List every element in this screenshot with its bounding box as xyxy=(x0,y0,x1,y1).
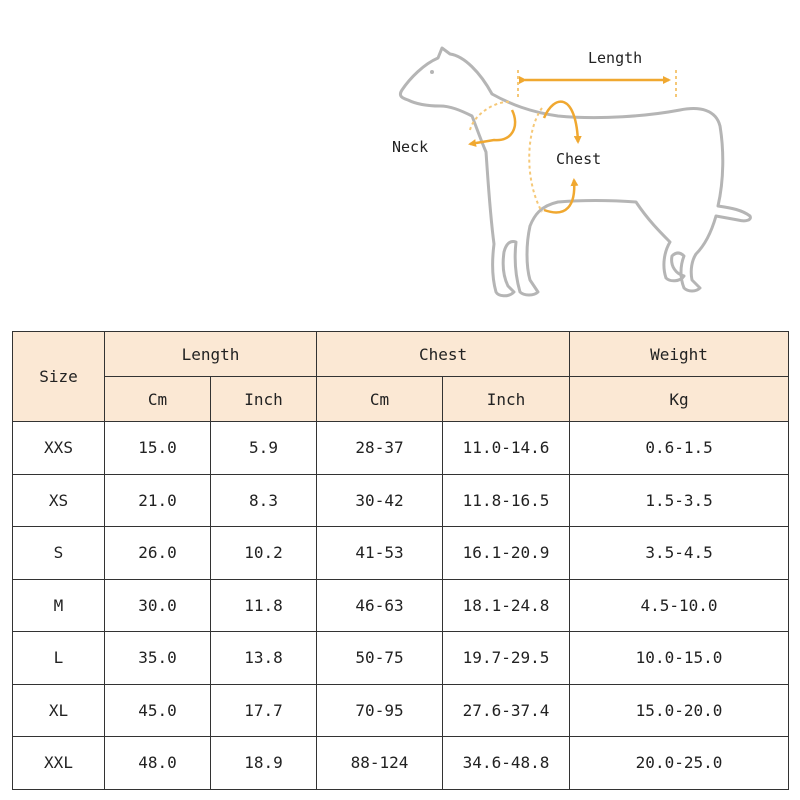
unit-header-row xyxy=(13,377,789,422)
size-cell: XS xyxy=(13,474,105,527)
size-cell: XL xyxy=(13,684,105,737)
length-header: Length xyxy=(105,332,317,377)
size-cell: L xyxy=(13,632,105,685)
size-cell: S xyxy=(13,527,105,580)
table-row xyxy=(13,684,789,737)
length-cm-cell: 26.0 xyxy=(105,527,211,580)
weight-kg-header: Kg xyxy=(570,377,789,422)
chest-inch-header: Inch xyxy=(443,377,570,422)
weight-kg-cell: 0.6-1.5 xyxy=(570,422,789,475)
length-cm-cell: 35.0 xyxy=(105,632,211,685)
table-row xyxy=(13,737,789,790)
chest-cm-cell: 28-37 xyxy=(317,422,443,475)
length-inch-cell: 8.3 xyxy=(211,474,317,527)
size-header: Size xyxy=(13,332,105,422)
chest-inch-cell: 27.6-37.4 xyxy=(443,684,570,737)
size-cell: XXL xyxy=(13,737,105,790)
length-inch-cell: 18.9 xyxy=(211,737,317,790)
weight-kg-cell: 15.0-20.0 xyxy=(570,684,789,737)
chest-dotted-loop xyxy=(529,108,542,212)
chest-label: Chest xyxy=(556,150,602,168)
length-inch-cell: 10.2 xyxy=(211,527,317,580)
weight-kg-cell: 1.5-3.5 xyxy=(570,474,789,527)
size-cell: M xyxy=(13,579,105,632)
dog-measurement-diagram xyxy=(380,30,780,330)
chest-arrow-bottom xyxy=(544,180,574,212)
chest-cm-cell: 50-75 xyxy=(317,632,443,685)
weight-kg-cell: 20.0-25.0 xyxy=(570,737,789,790)
length-inch-cell: 13.8 xyxy=(211,632,317,685)
length-inch-header: Inch xyxy=(211,377,317,422)
chest-inch-cell: 11.8-16.5 xyxy=(443,474,570,527)
weight-kg-cell: 3.5-4.5 xyxy=(570,527,789,580)
chest-inch-cell: 19.7-29.5 xyxy=(443,632,570,685)
group-header-row xyxy=(13,332,789,377)
chest-arrow-top xyxy=(544,102,578,142)
size-chart-table xyxy=(12,331,789,790)
chest-cm-cell: 88-124 xyxy=(317,737,443,790)
chest-inch-cell: 18.1-24.8 xyxy=(443,579,570,632)
length-inch-cell: 17.7 xyxy=(211,684,317,737)
table-row xyxy=(13,422,789,475)
chest-inch-cell: 34.6-48.8 xyxy=(443,737,570,790)
length-cm-header: Cm xyxy=(105,377,211,422)
length-cm-cell: 15.0 xyxy=(105,422,211,475)
length-cm-cell: 45.0 xyxy=(105,684,211,737)
dog-eye xyxy=(430,70,434,74)
neck-label: Neck xyxy=(392,138,429,156)
dog-illustration xyxy=(380,30,780,330)
chest-cm-cell: 70-95 xyxy=(317,684,443,737)
length-inch-cell: 5.9 xyxy=(211,422,317,475)
table-row xyxy=(13,632,789,685)
chest-cm-header: Cm xyxy=(317,377,443,422)
length-cm-cell: 30.0 xyxy=(105,579,211,632)
table-row xyxy=(13,527,789,580)
dog-outline xyxy=(400,48,750,296)
length-label: Length xyxy=(588,49,643,67)
length-cm-cell: 48.0 xyxy=(105,737,211,790)
length-inch-cell: 11.8 xyxy=(211,579,317,632)
chest-inch-cell: 16.1-20.9 xyxy=(443,527,570,580)
size-cell: XXS xyxy=(13,422,105,475)
chest-cm-cell: 30-42 xyxy=(317,474,443,527)
chest-cm-cell: 46-63 xyxy=(317,579,443,632)
table-row xyxy=(13,579,789,632)
weight-kg-cell: 4.5-10.0 xyxy=(570,579,789,632)
weight-header: Weight xyxy=(570,332,789,377)
length-cm-cell: 21.0 xyxy=(105,474,211,527)
weight-kg-cell: 10.0-15.0 xyxy=(570,632,789,685)
chest-header: Chest xyxy=(317,332,570,377)
chest-inch-cell: 11.0-14.6 xyxy=(443,422,570,475)
table-row xyxy=(13,474,789,527)
chest-cm-cell: 41-53 xyxy=(317,527,443,580)
